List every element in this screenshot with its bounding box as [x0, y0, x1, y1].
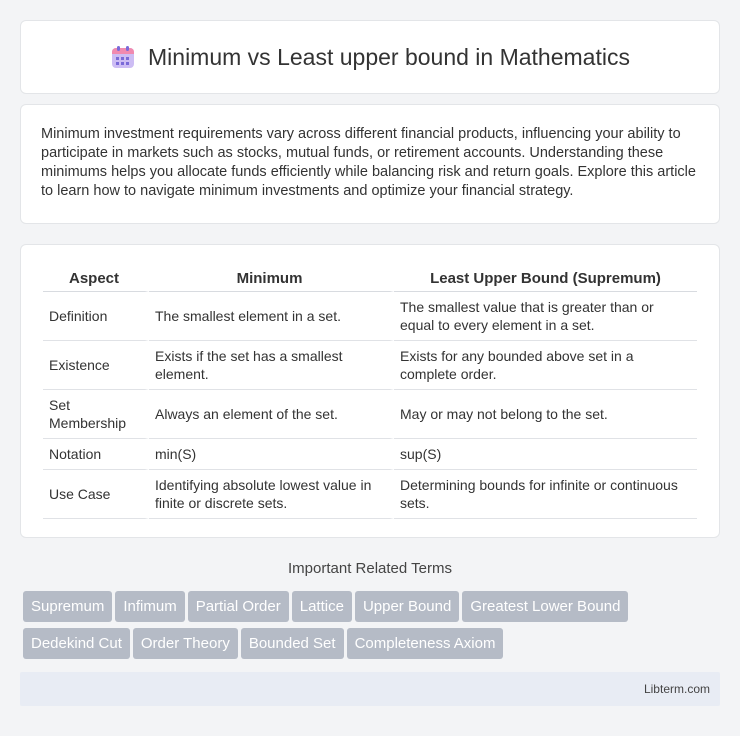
page-title: Minimum vs Least upper bound in Mathematics [148, 43, 630, 70]
intro-card [20, 104, 720, 224]
intro-text: Minimum investment requirements vary across different financial products, influencing your ability to participate in markets such as stocks, mutual funds, or retirement accounts. Understanding these minimums helps you allocate funds efficiently while balancing risk and return goals. Explore this article to learn how to navigate minimum investments and optimize your financial strategy. [41, 126, 696, 199]
related-terms-list [23, 591, 723, 665]
table-row [43, 470, 697, 519]
title-card [20, 20, 720, 94]
header-supremum: Least Upper Bound (Supremum) [394, 265, 697, 292]
row-minimum: The smallest element in a set. [149, 292, 394, 341]
table-row [43, 390, 697, 439]
row-minimum: Exists if the set has a smallest element. [149, 341, 394, 390]
row-minimum: Identifying absolute lowest value in finite or discrete sets. [149, 470, 394, 519]
tag-infimum[interactable]: Infimum [115, 591, 184, 622]
tag-dedekind-cut[interactable]: Dedekind Cut [23, 628, 130, 659]
tag-supremum[interactable]: Supremum [23, 591, 112, 622]
table-header-row [43, 265, 697, 292]
comparison-table-card [20, 244, 720, 538]
row-aspect: Notation [43, 439, 149, 470]
tag-greatest-lower-bound[interactable]: Greatest Lower Bound [462, 591, 628, 622]
tag-bounded-set[interactable]: Bounded Set [241, 628, 344, 659]
header-aspect: Aspect [43, 265, 149, 292]
row-aspect: Set Membership [43, 390, 149, 439]
comparison-table [43, 265, 697, 519]
calendar-icon [110, 44, 136, 70]
row-aspect: Definition [43, 292, 149, 341]
row-aspect: Existence [43, 341, 149, 390]
related-terms-title: Important Related Terms [288, 560, 452, 577]
header-minimum: Minimum [149, 265, 394, 292]
tag-completeness-axiom[interactable]: Completeness Axiom [347, 628, 504, 659]
tag-order-theory[interactable]: Order Theory [133, 628, 238, 659]
footer [20, 672, 720, 706]
row-aspect: Use Case [43, 470, 149, 519]
table-row [43, 341, 697, 390]
table-row [43, 439, 697, 470]
tag-partial-order[interactable]: Partial Order [188, 591, 289, 622]
row-supremum: The smallest value that is greater than or equal to every element in a set. [394, 292, 697, 341]
footer-site-link[interactable]: Libterm.com [643, 682, 710, 696]
row-supremum: Determining bounds for infinite or continuous sets. [394, 470, 697, 519]
row-minimum: Always an element of the set. [149, 390, 394, 439]
row-supremum: May or may not belong to the set. [394, 390, 697, 439]
tag-upper-bound[interactable]: Upper Bound [355, 591, 459, 622]
row-minimum: min(S) [149, 439, 394, 470]
tag-lattice[interactable]: Lattice [292, 591, 352, 622]
row-supremum: sup(S) [394, 439, 697, 470]
row-supremum: Exists for any bounded above set in a complete order. [394, 341, 697, 390]
table-row [43, 292, 697, 341]
